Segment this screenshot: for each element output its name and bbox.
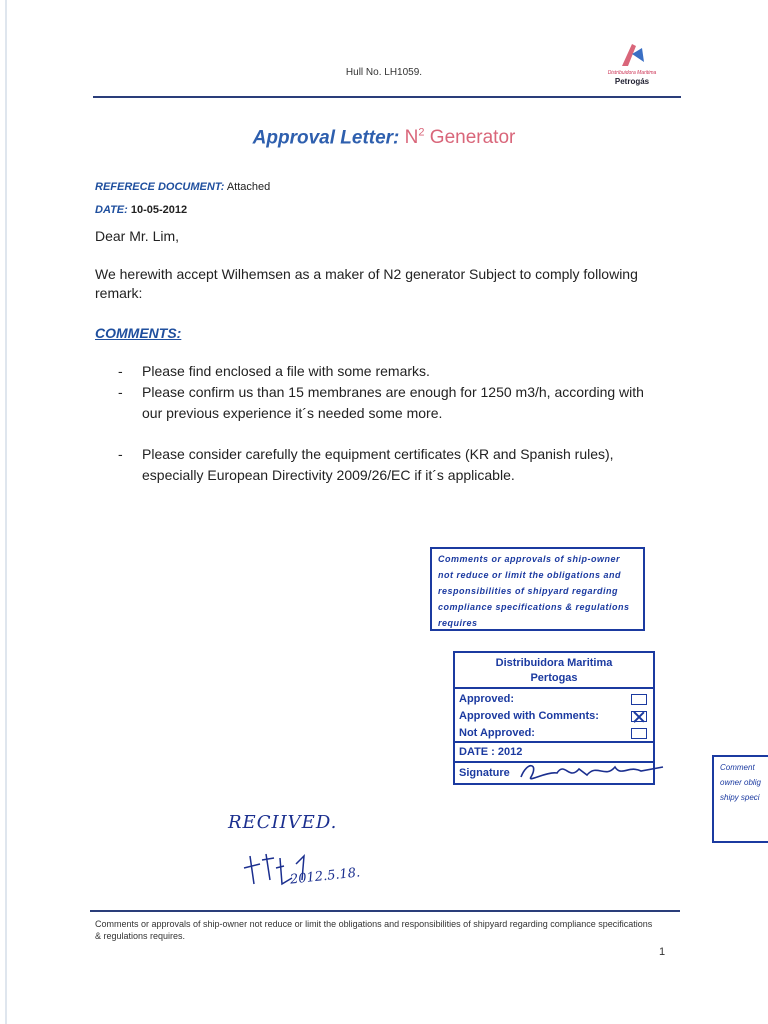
header-rule [93,96,681,98]
stamp-date: DATE : 2012 [455,743,653,763]
page-number: 1 [659,946,666,958]
approved-with-comments-checkbox-checked [631,711,647,722]
comment-text: Please consider carefully the equipment certificates (KR and Spanish rules), especially European Directivity 2009/26/EC if it´s applicable. [142,446,614,483]
stamp-options [455,689,653,743]
stamp-company: Distribuidora Maritima Pertogas [455,653,653,689]
logo-name: Petrogás [614,77,650,86]
stamp-signature: Signature [455,763,653,783]
option-approved: Approved: [459,691,649,708]
notice-stamp: Comments or approvals of ship-owner not reduce or limit the obligations and responsibilities of shipyard regarding compliance specifications & regulations requires [430,547,645,631]
reference-label: REFERECE DOCUMENT: [95,181,225,193]
reference-value: Attached [226,181,271,193]
handwritten-date: 2012.5.18. [289,865,361,888]
option-not-approved: Not Approved: [459,725,649,742]
logo-mark-icon [600,40,664,70]
date-label: DATE: [95,204,128,216]
comment-text: Please confirm us than 15 membranes are enough for 1250 m3/h, according with our previous experience it´s needed some more. [142,384,644,421]
signature-scribble-icon [517,757,667,785]
logo-subtitle: Distribuidora Maritima [607,70,657,76]
greeting: Dear Mr. Lim, [95,228,180,244]
handwritten-received: RECIIVED. [228,812,338,833]
title-part2: $N^2$ Generator [404,127,516,149]
page-edge [5,0,7,1024]
approved-checkbox [631,694,647,705]
title-part1: Approval Letter: [252,127,400,149]
footer-rule [90,910,680,912]
not-approved-checkbox [631,728,647,739]
company-logo [600,40,664,94]
comment-text: Please find enclosed a file with some remarks. [142,363,430,379]
hull-number: Hull No. LH1059. [345,67,423,78]
document-title [0,127,768,149]
option-approved-with-comments: Approved with Comments: [459,708,649,725]
date-value: 10-05-2012 [130,204,188,216]
footer-text: Comments or approvals of ship-owner not reduce or limit the obligations and responsibilities of shipyard regarding compliance specifications & regulations requires. [95,919,653,941]
side-stamp-fragment: Comment owner oblig shipy speci [712,755,768,843]
reference-document [95,181,270,193]
body-paragraph: We herewith accept Wilhemsen as a maker of N2 generator Subject to comply following remark: [95,266,638,301]
comments-heading: COMMENTS: [95,325,182,341]
approval-stamp [453,651,655,785]
document-date [95,204,187,216]
